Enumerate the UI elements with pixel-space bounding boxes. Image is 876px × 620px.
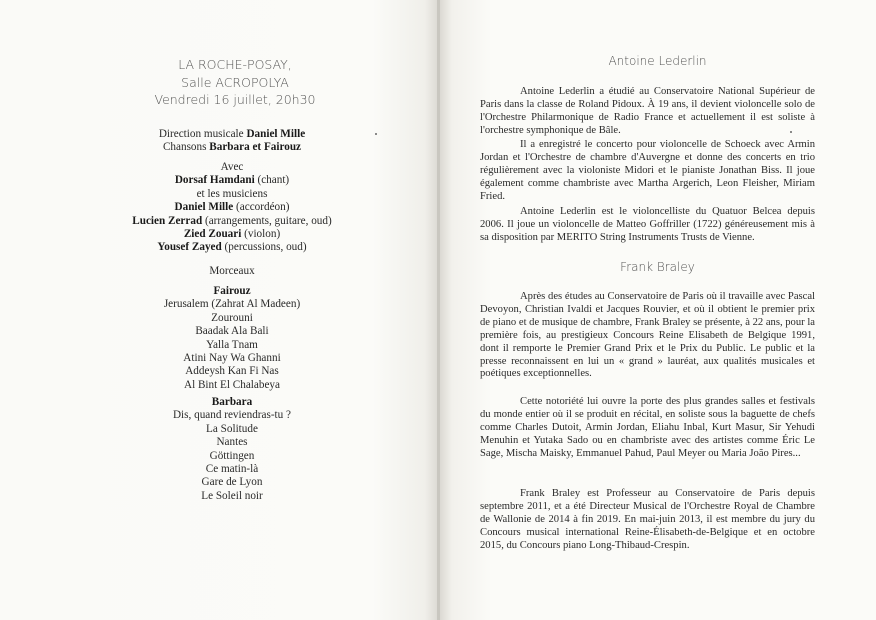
braley-title: Frank Braley [620,260,695,274]
song-item: Jerusalem (Zahrat Al Madeen) [163,298,301,311]
song-item: Addeysh Kan Fi Nas [185,365,279,378]
song-item: Yalla Tnam [206,338,258,351]
song-item: La Solitude [206,422,258,435]
song-item: Baadak Ala Bali [195,325,269,338]
fairouz-list [82,285,382,392]
lederlin-paragraph-2: Il a enregistré le concerto pour violoncelle de Schoeck avec Armin Jordan et l'Orchestre de chambre d'Auvergne et donne des concerts en trio régulièrement avec la violoniste Midori et le pianiste Jonathan Biss. Il joue également comme chambriste avec Martha Argerich, Leon Fleisher, Miriam Fried. [480,139,815,202]
venue-city: LA ROCHE-POSAY, [178,57,292,72]
barbara-heading: Barbara [211,396,253,408]
musician-line: et les musiciens [196,187,268,200]
song-item: Dis, quand reviendras-tu ? [172,409,292,422]
page-gutter [437,0,440,620]
barbara-list [82,396,382,503]
musician-line: Dorsaf Hamdani (chant) [174,174,290,187]
morceaux-label: Morceaux [209,265,255,277]
direction-line: Direction musicale Daniel Mille [158,128,306,140]
song-item: Zourouni [211,311,253,324]
musician-line: Daniel Mille (accordéon) [174,201,290,214]
venue-date: Vendredi 16 juillet, 20h30 [154,92,316,107]
song-item: Atini Nay Wa Ghanni [183,352,281,365]
musicians-block [82,161,382,255]
venue-block [130,56,340,109]
musician-line: Zied Zouari (violon) [183,228,281,241]
song-item: Göttingen [209,449,255,462]
musician-line: Yousef Zayed (percussions, oud) [157,241,307,254]
song-item: Al Bint El Chalabeya [183,378,280,391]
musician-line: Lucien Zerrad (arrangements, guitare, oud) [132,214,332,227]
song-item: Gare de Lyon [201,476,263,489]
lederlin-title: Antoine Lederlin [608,54,707,68]
song-item: Ce matin-là [205,463,259,476]
braley-paragraph-1: Après des études au Conservatoire de Paris où il travaille avec Pascal Devoyon, Christian Ivaldi et Jacques Rouvier, et où il obtient le premier prix de piano et de musique de chambre, Frank Braley se présente, à 22 ans, pour la première fois, au prestigieux Concours Reine Elisabeth de Belgique 1991, dont il remporte le Premier Grand Prix et le Prix du Public. Le public et la presse reconnaissent en lui un « grand » lauréat, aux qualités musicales et poétiques exceptionnelles. [480,291,815,380]
song-item: Nantes [216,436,248,449]
braley-paragraph-3: Frank Braley est Professeur au Conservatoire de Paris depuis septembre 2011, et a été Directeur Musical de l'Orchestre Royal de Chambre de Wallonie de 2014 à fin 2019. En mai-juin 2013, il est membre du jury du Concours musical international Reine-Élisabeth-de-Belgique et en octobre 2015, du Concours piano Long-Thibaud-Crespin. [480,488,815,551]
avec-label: Avec [220,161,244,173]
braley-paragraph-2: Cette notoriété lui ouvre la porte des plus grandes salles et festivals du monde entier où il se produit en récital, en soliste sous la baguette de chefs comme Charles Dutoit, Armin Jordan, Eliahu Inbal, Kurt Masur, Sir Yehudi Menuhin et Yutaka Sado ou en chambriste avec des artistes comme Éric Le Sage, Mischa Maisky, Emmanuel Pahud, Paul Meyer ou Maria João Pires... [480,396,815,459]
lederlin-paragraph-1: Antoine Lederlin a étudié au Conservatoire National Supérieur de Paris dans la classe de Roland Pidoux. À 19 ans, il devient violoncelle solo de l'Orchestre Philarmonique de Radio France et actuellement il est soliste à l'orchestre symphonique de Bâle. [480,86,815,136]
chansons-line: Chansons Barbara et Fairouz [162,141,302,154]
speck-mark [790,131,792,133]
credits-block [82,128,382,155]
venue-hall: Salle ACROPOLYA [181,74,289,90]
lederlin-paragraph-3: Antoine Lederlin est le violoncelliste du Quatuor Belcea depuis 2006. Il joue un violoncelle de Matteo Goffriller (1722) généreusement mis à sa disposition par MERITO String Instruments Trusts de Vienne. [480,206,815,243]
song-item: Le Soleil noir [201,489,263,502]
speck-mark [375,133,377,135]
fairouz-heading: Fairouz [213,285,251,297]
